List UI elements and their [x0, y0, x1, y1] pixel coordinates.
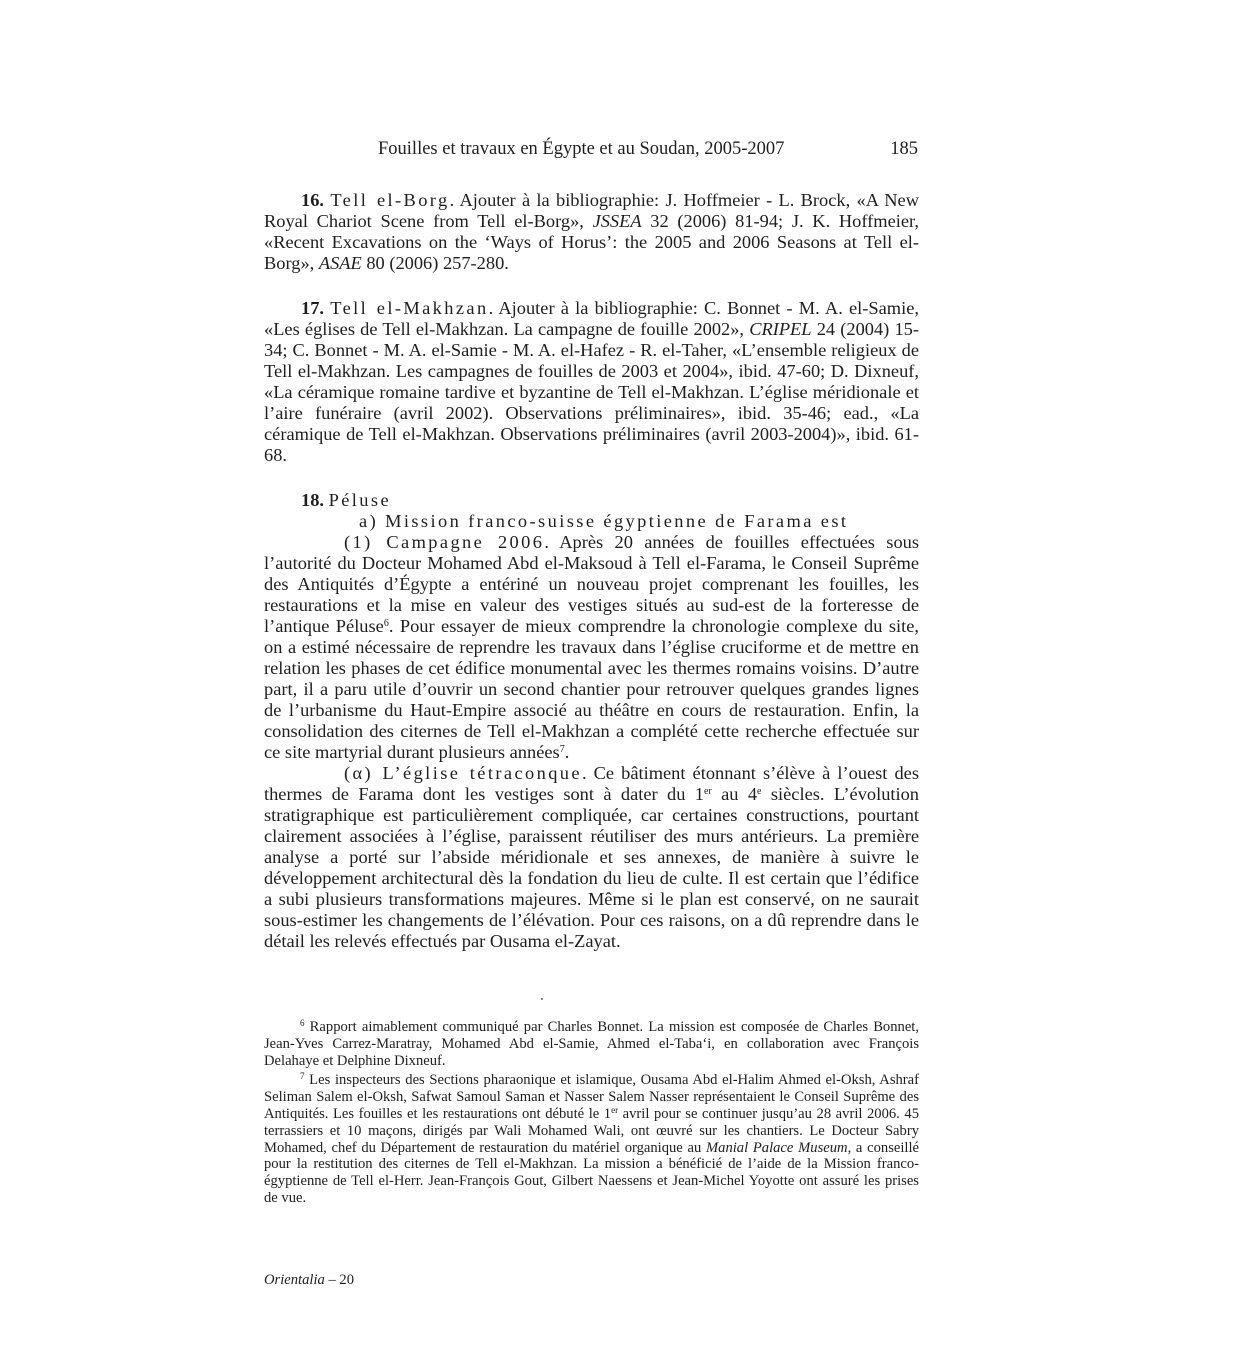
campaign-paragraph [264, 532, 919, 763]
paragraph-text: . Ce bâtiment étonnant s’élève à l’ouest des thermes de Farama dont les vestiges sont à dater du 1 [264, 763, 919, 804]
museum-name: Manial Palace Museum [706, 1139, 848, 1156]
paragraph-text: au 4 [711, 784, 758, 804]
entry-18 [264, 490, 919, 952]
footer-journal: Orientalia [264, 1272, 325, 1288]
footnote-text: , a conseillé pour la restitution des citernes de Tell el-Makhzan. La mission a bénéficié de l’aide de la Mission franco-égyptienne de Tell el-Herr. Jean-François Gout, Gilbert Naessens et Jean-Michel Yoyotte ont assuré les prises de vue. [264, 1139, 919, 1206]
page-number: 185 [890, 139, 918, 159]
entry-text: 80 (2006) 257-280. [361, 253, 509, 273]
entry-number: 18. [301, 490, 324, 510]
ordinal-superscript: e [757, 786, 762, 797]
site-name: Tell el-Borg [330, 190, 450, 210]
entry-text: 24 (2004) 15-34; C. Bonnet - M. A. el-Samie - M. A. el-Hafez - R. el-Taher, «L’ensemble religieux de Tell el-Makhzan. Les campagnes de fouilles de 2003 et 2004», ibid. 47-60; D. Dixneuf, «La céramique romaine tardive et byzantine de Tell el-Makhzan. L’église méridionale et l’aire funéraire (avril 2002). Observations préliminaires», ibid. 35-46; ead., «La céramique de Tell el-Makhzan. Observations préliminaires (avril 2003-2004)», ibid. 61-68. [264, 319, 919, 465]
entry-number: 17. [301, 298, 324, 318]
entry-number: 16. [301, 190, 324, 210]
ordinal-superscript: er [703, 786, 712, 797]
footnote-6 [264, 1019, 919, 1069]
footnote-7 [264, 1072, 919, 1206]
entry-17-paragraph [264, 298, 919, 466]
footer-sheet: – 20 [324, 1272, 354, 1288]
church-paragraph [264, 763, 919, 952]
footnote-ref-6[interactable]: 6 [383, 618, 389, 629]
campaign-label: (1) Campagne 2006 [344, 532, 545, 552]
paragraph-text: . [564, 742, 570, 762]
journal-title: JSSEA [592, 211, 642, 231]
entry-text: . Ajouter à la bibliographie: J. Hoffmeier - L. Brock, «A New Royal Chariot Scene from Tell el-Borg», [264, 190, 919, 231]
footnote-mark: 7 [300, 1071, 305, 1082]
page-footer [264, 1271, 354, 1289]
mission-subheading: a) Mission franco-suisse égyptienne de Farama est [359, 511, 849, 531]
footnotes [264, 1019, 919, 1210]
running-head-title: Fouilles et travaux en Égypte et au Soudan, 2005-2007 [378, 139, 785, 159]
site-name: Tell el-Makhzan [330, 298, 489, 318]
footnote-text: avril pour se continuer jusqu’au 28 avril 2006. 45 terrassiers et 10 maçons, dirigés par Wali Mohamed Wali, ont œuvré sur les chantiers. Le Docteur Sabry Mohamed, chef du Département de restauration du matériel organique au [264, 1105, 919, 1156]
footnote-ref-7[interactable]: 7 [559, 744, 565, 755]
section-label: (α) L’église tétraconque [344, 763, 582, 783]
entry-text: . Ajouter à la bibliographie: C. Bonnet - M. A. el-Samie, «Les églises de Tell el-Makhzan. La campagne de fouille 2002», [264, 298, 919, 339]
entry-17 [264, 298, 919, 466]
entry-16 [264, 190, 919, 274]
footnote-mark: 6 [300, 1018, 305, 1028]
entry-18-heading [264, 490, 919, 511]
entry-16-paragraph [264, 190, 919, 274]
running-head [264, 136, 918, 162]
entry-text: 32 (2006) 81-94; J. K. Hoffmeier, «Recent Excavations on the ‘Ways of Horus’: the 2005 and 2006 Seasons at Tell el-Borg», [264, 211, 919, 273]
paragraph-text: . Après 20 années de fouilles effectuées sous l’autorité du Docteur Mohamed Abd el-Maksoud à Tell el-Farama, le Conseil Suprême des Antiquités d’Égypte a entériné un nouveau projet comprenant les fouilles, les restaurations et la mise en valeur des vestiges situés au sud-est de la forteresse de l’antique Péluse [264, 532, 920, 636]
paragraph-text: . Pour essayer de mieux comprendre la chronologie complexe du site, on a estimé nécessaire de reprendre les travaux dans l’église cruciforme et de mettre en relation les phases de cet édifice monumental avec les thermes romains voisins. D’autre part, il a paru utile d’ouvrir un second chantier pour retrouver quelques grandes lignes de l’urbanisme du Haut-Empire associé au théâtre en cours de restauration. Enfin, la consolidation des citernes de Tell el-Makhzan a complété cette recherche effectuée sur ce site martyrial durant plusieurs années [264, 616, 919, 762]
journal-title: CRIPEL [749, 319, 812, 339]
scan-speck [541, 998, 543, 1000]
ordinal-superscript: er [611, 1104, 619, 1115]
journal-title: ASAE [318, 253, 362, 273]
site-name: Péluse [328, 490, 392, 510]
footnote-text: Les inspecteurs des Sections pharaonique et islamique, Ousama Abd el-Halim Ahmed el-Oksh, Ashraf Seliman Salem el-Oksh, Safwat Samoul Saman et Nasser Salem Nasser représentaient le Conseil Suprême des Antiquités. Les fouilles et les restaurations ont débuté le 1 [264, 1072, 919, 1122]
paragraph-text: siècles. L’évolution stratigraphique est particulièrement compliquée, car certaines constructions, pourtant clairement associées à l’église, paraissent réutiliser des murs antérieurs. La première analyse a porté sur l’abside méridionale et ses annexes, de manière à suivre le développement architectural dès la fondation du lieu de culte. Il est certain que l’édifice a subi plusieurs transformations majeures. Même si le plan est conservé, on ne saurait sous-estimer les changements de l’élévation. Pour ces raisons, on a dû reprendre dans le détail les relevés effectués par Ousama el-Zayat. [264, 784, 919, 951]
body-text [264, 190, 919, 976]
footnote-text: Rapport aimablement communiqué par Charles Bonnet. La mission est composée de Charles Bonnet, Jean-Yves Carrez-Maratray, Mohamed Abd el-Samie, Ahmed el-Taba‘i, en collaboration avec François Delahaye et Delphine Dixneuf. [264, 1019, 919, 1069]
